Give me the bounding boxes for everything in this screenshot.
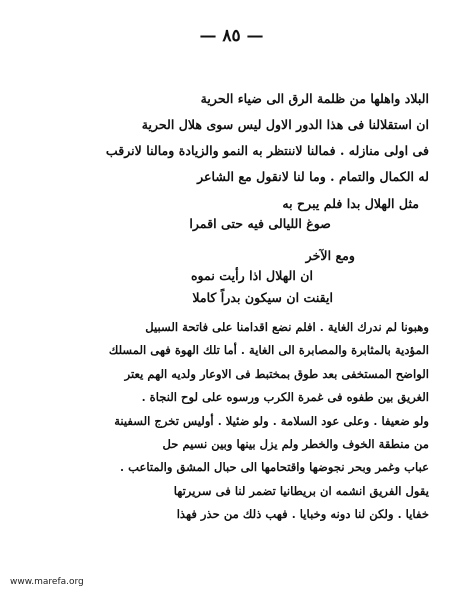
text-line: ان استقلالنا فى هذا الدور الاول ليس سوى هلال الحرية (141, 117, 429, 132)
text-line: الواضح المستخفى بعد طوق بمختبط فى الاوعار ولديه الهم يعتر (124, 366, 429, 381)
verse-intro: مثل الهلال بدا فلم يبرح به (282, 196, 419, 211)
paragraph-1 (37, 86, 429, 190)
source-url: www.marefa.org (10, 577, 84, 587)
text-line: البلاد واهلها من ظلمة الرق الى ضياء الحرية (200, 91, 429, 106)
text-line: المؤدية بالمثابرة والمصابرة الى الغاية . أما تلك الهوة فهى المسلك (108, 343, 429, 358)
text-line: يقول الفريق انشمه ان بريطانيا تضمر لنا فى سريرتها (173, 483, 429, 498)
page-number: — ٨٥ — (199, 26, 264, 46)
verse-line: ان الهلال اذا رأيت نموه (190, 268, 313, 283)
text-line: ولو ضعيفا . وعلى عود السلامة . ولو ضئيلا . أوليس تخرج السفينة (114, 413, 429, 428)
verse-intro: ومع الآخر (305, 248, 355, 263)
text-line: عباب وغمر وبحر نجوضها واقتحامها الى حبال المشق والمتاعب . (120, 460, 429, 475)
paragraph-2 (37, 316, 429, 527)
text-line: الغريق بين طفوه فى غمرة الكرب ورسوه على لوح النجاة . (141, 390, 429, 405)
verse-line: صوغ الليالى فيه حتى اقمرا (189, 216, 331, 231)
text-line: فى اولى منازله . فمالنا لاننتظر به النمو والزيادة ومالنا لانرقب (105, 143, 429, 158)
text-line: له الكمال والتمام . وما لنا لانقول مع الشاعر (197, 169, 429, 184)
verse-line: ايقنت ان سيكون بدراً كاملا (192, 290, 333, 305)
text-line: خفايا . ولكن لنا دونه وخبايا . فهب ذلك من حذر فهذا (176, 507, 429, 522)
text-line: من منطقة الخوف والخطر ولم يزل بينها وبين نسيم حل (162, 437, 429, 452)
text-line: وهبونا لم ندرك الغاية . افلم نضع اقدامنا على فاتحة السبيل (145, 320, 429, 334)
